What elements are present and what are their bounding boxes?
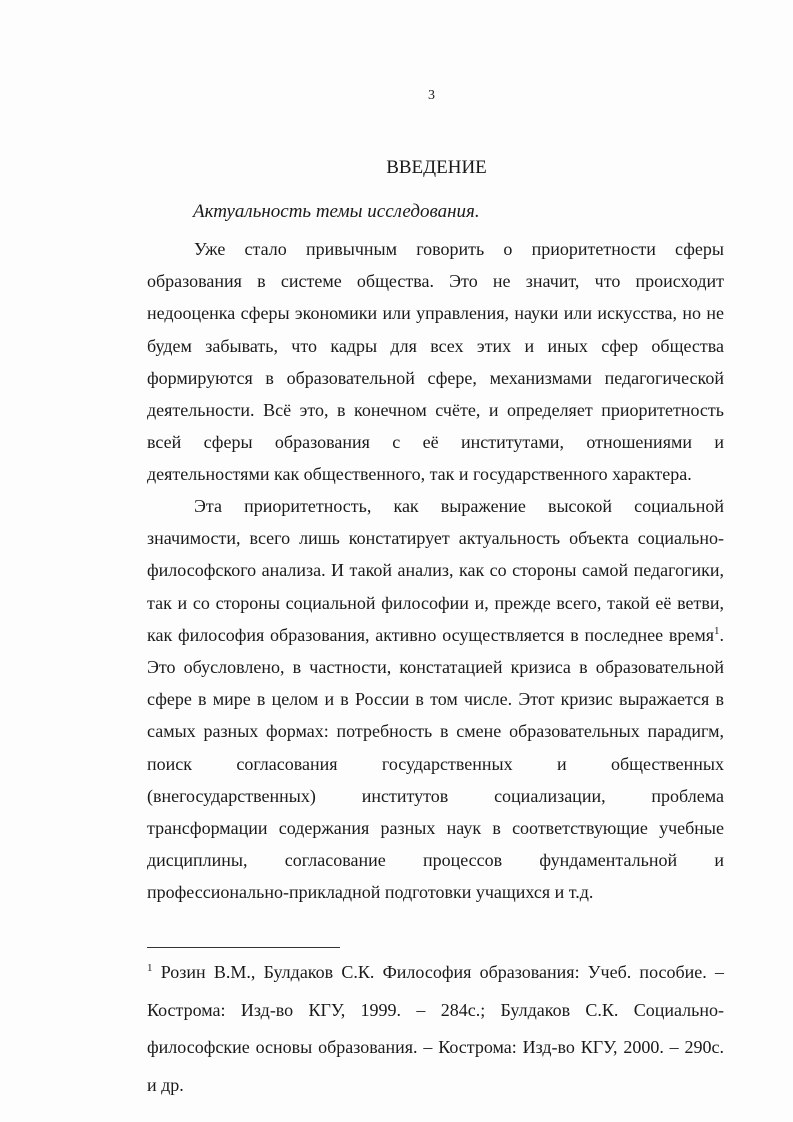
paragraph-1 (147, 233, 724, 491)
paragraph-2-text (147, 490, 724, 909)
paragraph-2-text-after-note: . Это обусловлено, в частности, констатацией кризиса в образовательной сфере в мире в целом и в России в том числе. Этот кризис выражается в самых разных формах: потребность в смене образовательных парадигм, поиск согласования государственных и общественных (внегосударственных) институтов социализации, проблема трансформации содержания разных наук в соответствующие учебные дисциплины, согласование процессов фундаментальной и профессионально-прикладной подготовки учащихся и т.д. (147, 624, 724, 903)
footnote (147, 954, 724, 1104)
footnote-text: Розин В.М., Булдаков С.К. Философия образования: Учеб. пособие. – Кострома: Изд-во КГУ, 1999. – 284с.; Булдаков С.К. Социально-философские основы образования. – Кострома: Изд-во КГУ, 2000. – 290с. и др. (147, 962, 724, 1095)
paragraph-2 (147, 490, 724, 909)
footnote-divider (147, 947, 340, 948)
page-number: 3 (428, 88, 435, 103)
footnote-mark: 1 (147, 962, 153, 974)
section-heading: ВВЕДЕНИЕ (386, 157, 487, 178)
paragraph-2-text-before-note: Эта приоритетность, как выражение высокой социальной значимости, всего лишь констатирует актуальность объекта социально-философского анализа. И такой анализ, как со стороны самой педагогики, так и со стороны социальной философии и, прежде всего, такой её ветви, как философия образования, активно осуществляется в последнее время (147, 496, 724, 645)
paragraph-1-text: Уже стало привычным говорить о приоритетности сферы образования в системе общества. Это не значит, что происходит недооценка сферы экономики или управления, науки или искусства, но не будем забывать, что кадры для всех этих и иных сфер общества формируются в образовательной сфере, механизмами педагогической деятельности. Всё это, в конечном счёте, и определяет приоритетность всей сферы образования с её институтами, отношениями и деятельностями как общественного, так и государственного характера. (147, 239, 724, 485)
footnote-reference-mark: 1 (714, 624, 720, 637)
subsection-heading: Актуальность темы исследования. (193, 201, 480, 222)
